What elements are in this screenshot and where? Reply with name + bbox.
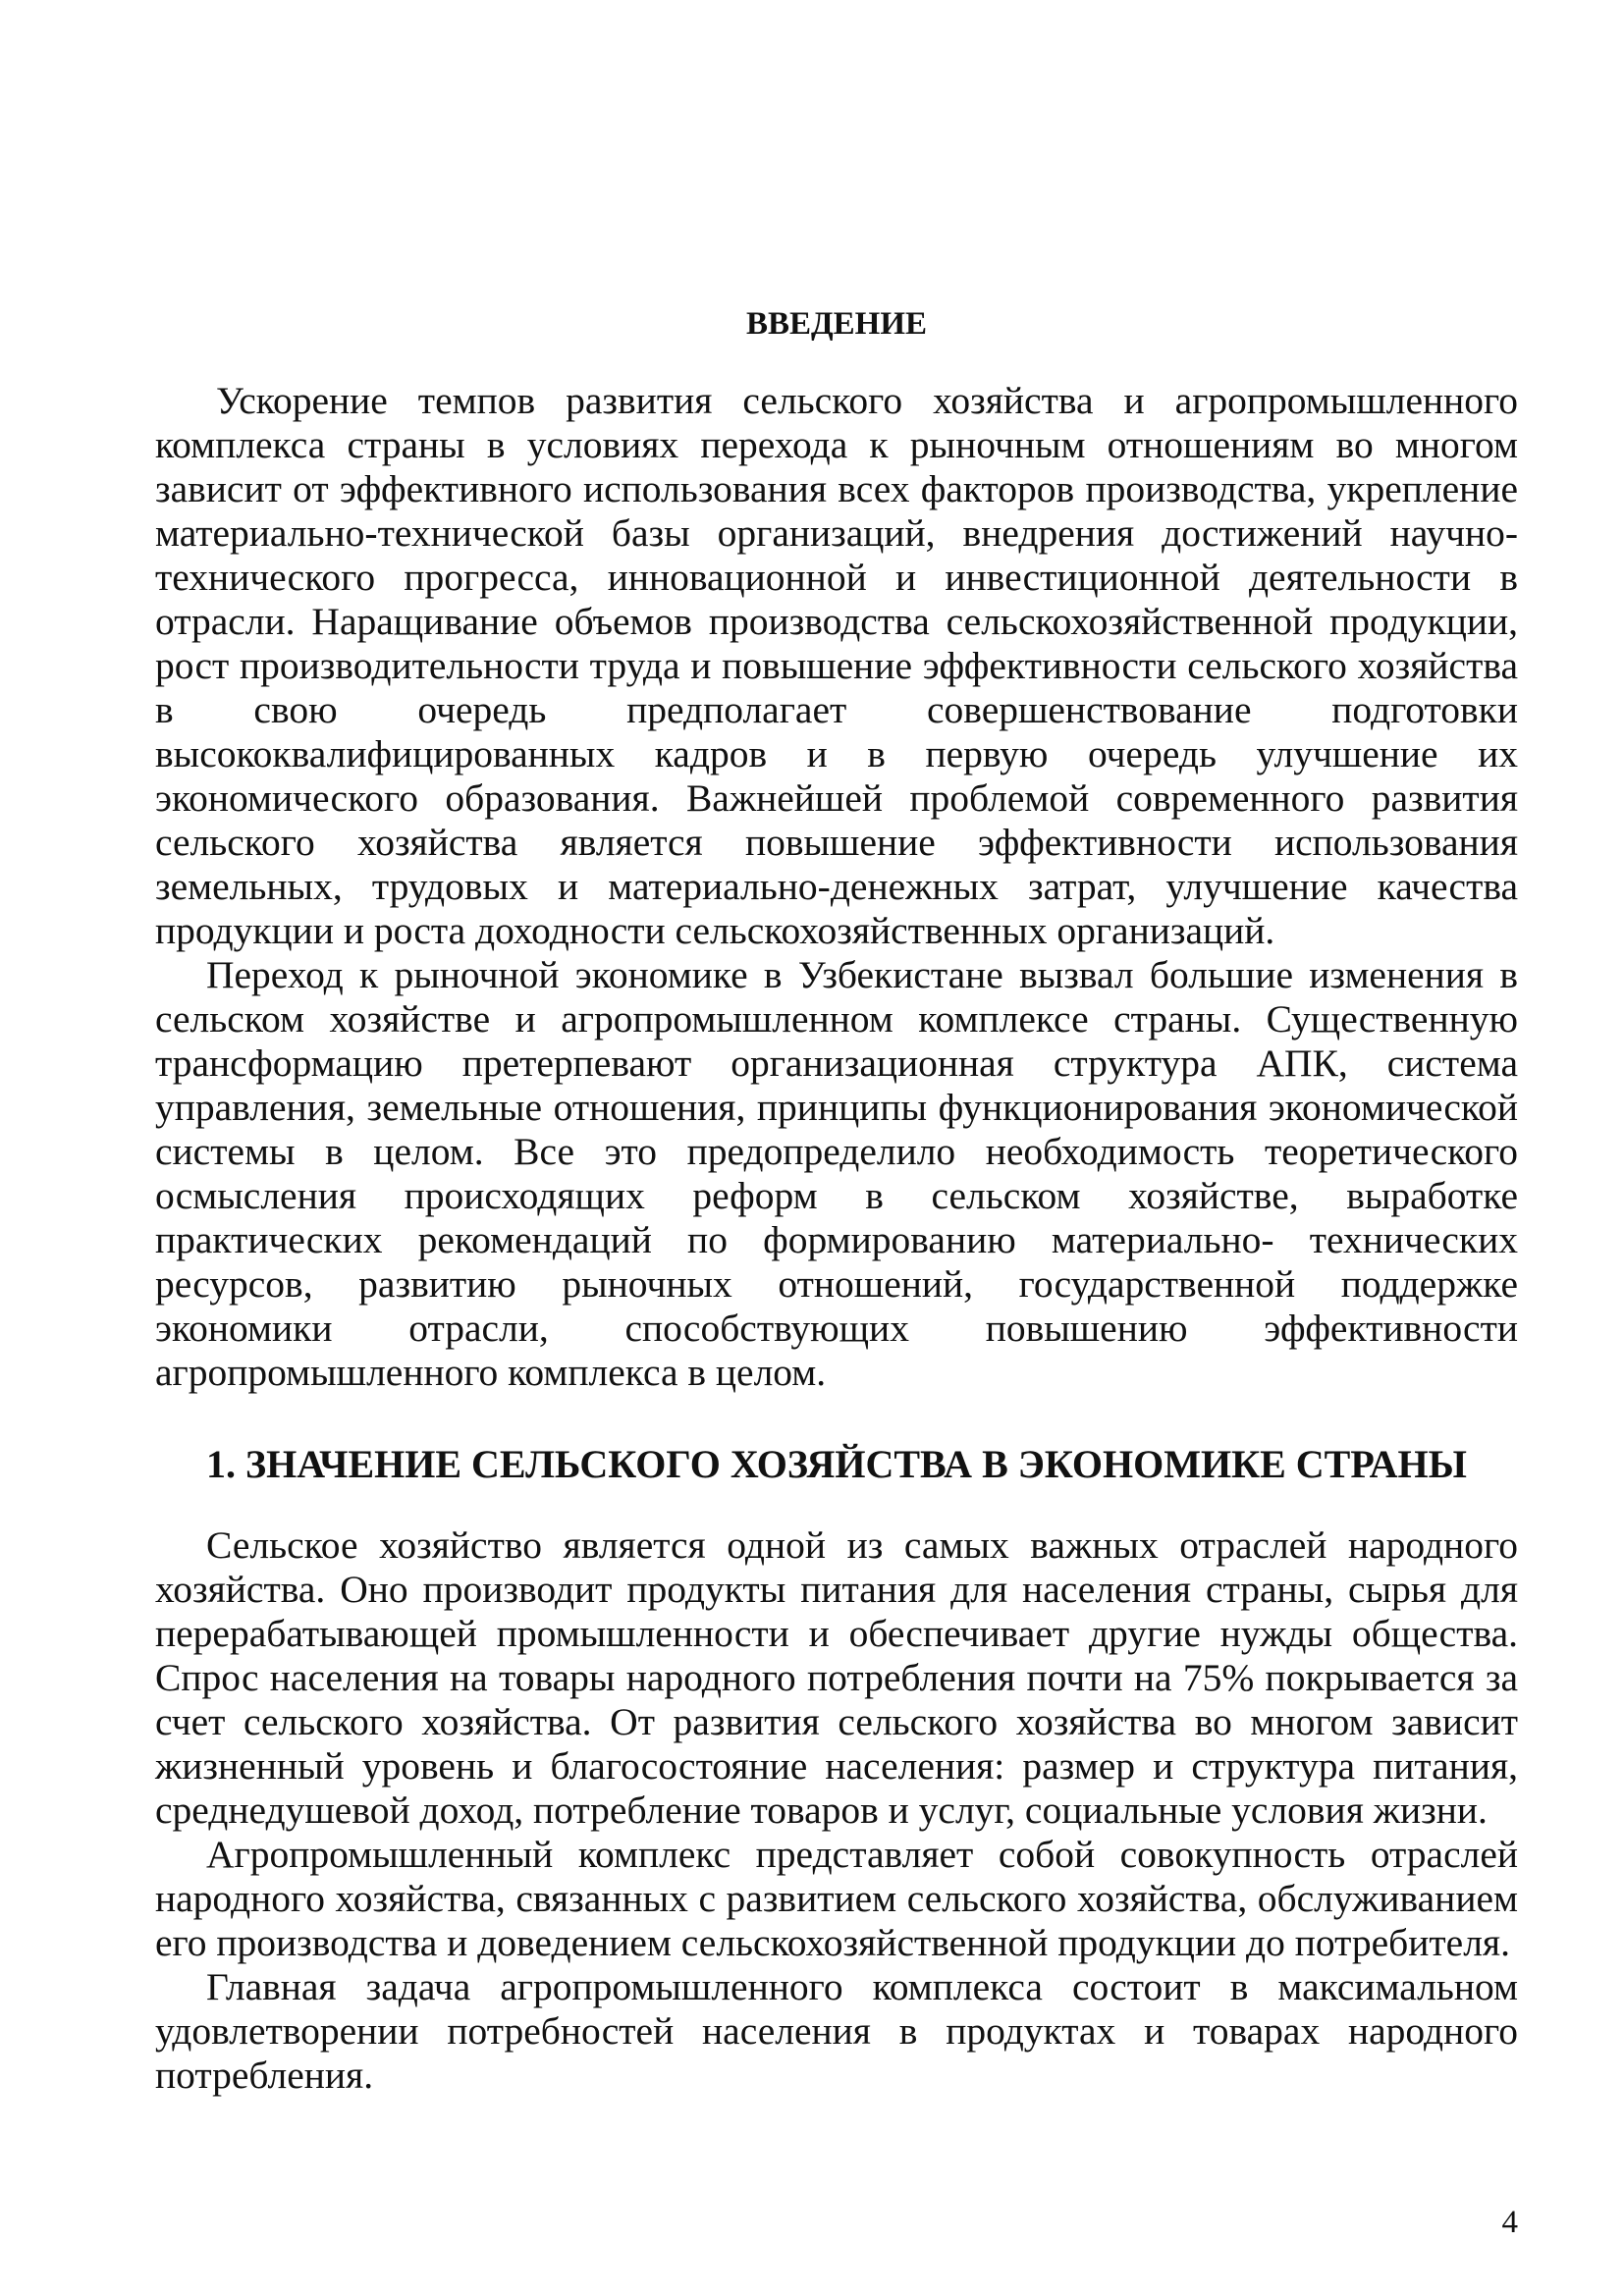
section-1-paragraph-2: Агропромышленный комплекс представляет собой совокупность отраслей народного хозяйства, связанных с развитием сельского хозяйства, обслуживанием его производства и доведением сельскохозяйственной продукции до потребителя.: [155, 1833, 1518, 1964]
document-page: [155, 0, 1518, 2296]
section-1-paragraph-1: Сельское хозяйство является одной из самых важных отраслей народного хозяйства. Оно производит продукты питания для населения страны, сырья для перерабатывающей промышленности и обеспечивает другие нужды общества. Спрос населения на товары народного потребления почти на 75% покрывается за счет сельского хозяйства. От развития сельского хозяйства во многом зависит жизненный уровень и благосостояние населения: размер и структура питания, среднедушевой доход, потребление товаров и услуг, социальные условия жизни.: [155, 1523, 1518, 1832]
section-1-heading: 1. ЗНАЧЕНИЕ СЕЛЬСКОГО ХОЗЯЙСТВА В ЭКОНОМИКЕ СТРАНЫ: [206, 1442, 1467, 1486]
intro-heading: ВВЕДЕНИЕ: [745, 306, 928, 342]
section-1-paragraph-3: Главная задача агропромышленного комплекса состоит в максимальном удовлетворении потребностей населения в продуктах и товарах народного потребления.: [155, 1965, 1518, 2097]
intro-paragraph-2: Переход к рыночной экономике в Узбекистане вызвал большие изменения в сельском хозяйстве и агропромышленном комплексе страны. Существенную трансформацию претерпевают организационная структура АПК, система управления, земельные отношения, принципы функционирования экономической системы в целом. Все это предопределило необходимость теоретического осмысления происходящих реформ в сельском хозяйстве, выработке практических рекомендаций по формированию материально- технических ресурсов, развитию рыночных отношений, государственной поддержке экономики отрасли, способствующих повышению эффективности агропромышленного комплекса в целом.: [155, 953, 1518, 1394]
intro-paragraph-1: Ускорение темпов развития сельского хозяйства и агропромышленного комплекса страны в условиях перехода к рыночным отношениям во многом зависит от эффективного использования всех факторов производства, укрепление материально-технической базы организаций, внедрения достижений научно-технического прогресса, инновационной и инвестиционной деятельности в отрасли. Наращивание объемов производства сельскохозяйственной продукции, рост производительности труда и повышение эффективности сельского хозяйства в свою очередь предполагает совершенствование подготовки высококвалифицированных кадров и в первую очередь улучшение их экономического образования. Важнейшей проблемой современного развития сельского хозяйства является повышение эффективности использования земельных, трудовых и материально-денежных затрат, улучшение качества продукции и роста доходности сельскохозяйственных организаций.: [155, 379, 1518, 952]
page-number: 4: [1501, 2205, 1518, 2240]
